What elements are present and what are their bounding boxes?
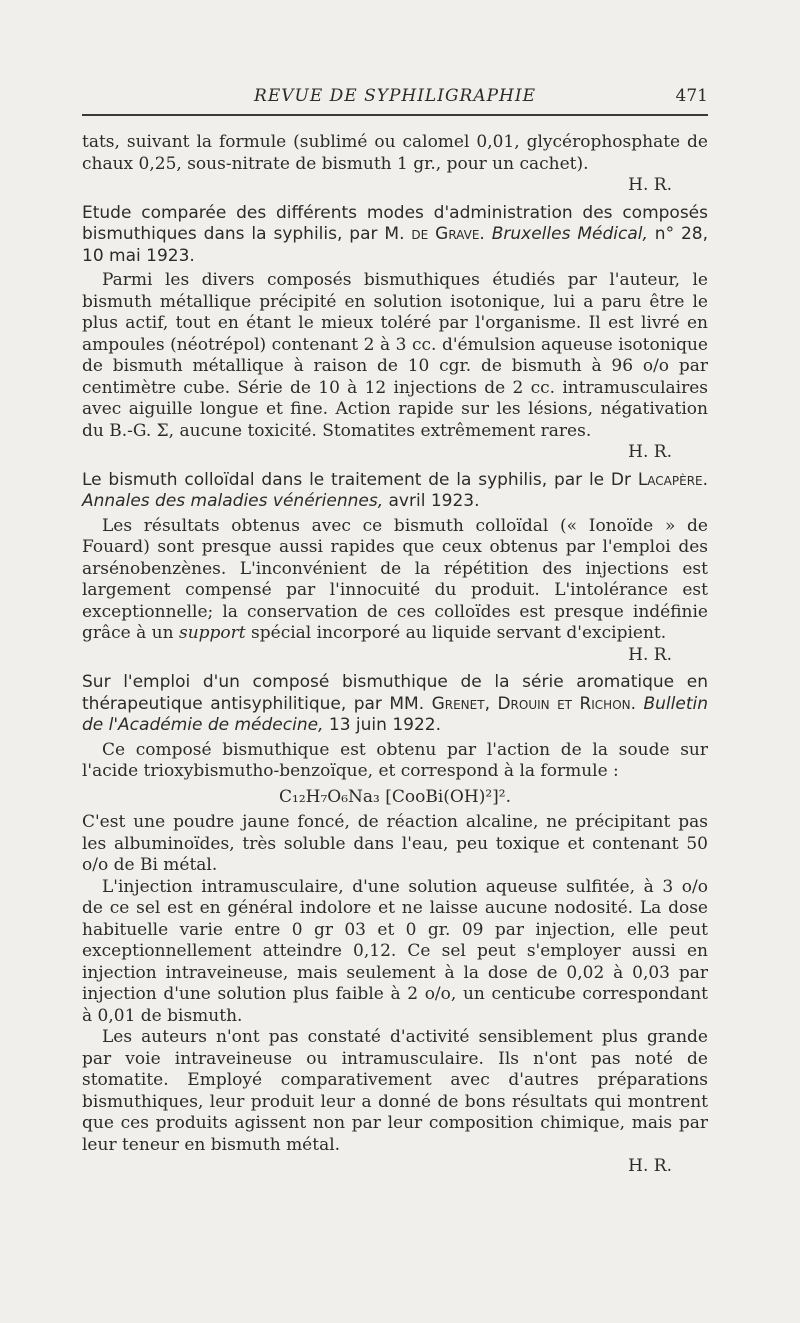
article2-heading: Le bismuth colloïdal dans le traitement de la syphilis, par le Dr Lacapère. Annales des maladies vénériennes, avril 1923. bbox=[82, 469, 709, 511]
header-rule bbox=[82, 114, 708, 116]
article2-title: Le bismuth colloïdal dans le traitement de la syphilis, bbox=[82, 469, 548, 490]
article2-paragraph: Les résultats obtenus avec ce bismuth colloïdal (« Ionoïde » de Fouard) sont presque aussi rapides que ceux obtenus par l'emploi des arsénobenzènes. L'inconvénient de la répétition des injections est largement compensé par l'innocuité du produit. L'intolérance est exceptionnelle; la conservation de ces colloïdes est presque indéfinie grâce à un support spécial incorporé au liquide servant d'excipient. bbox=[82, 515, 708, 643]
article3-paragraph-4: Les auteurs n'ont pas constaté d'activité sensiblement plus grande par voie intraveineuse ou intramusculaire. Ils n'ont pas noté de stomatite. Employé comparativement avec d'autres préparations bismuthiques, leur produit leur a donné de bons résultats qui montrent que ces produits agissent non par leur composition chimique, mais par leur teneur en bismuth métal. bbox=[82, 1027, 708, 1155]
chemical-formula: C₁₂H₇O₆Na₃ [CooBi(OH)²]². bbox=[279, 786, 511, 807]
page-number: 471 bbox=[675, 86, 708, 106]
running-title: REVUE DE SYPHILIGRAPHIE bbox=[254, 86, 536, 106]
article1-heading: Etude comparée des différents modes d'administration des composés bismuthiques dans la syphilis, par M. de Grave. Bruxelles Médical, n° 28, 10 mai 1923. bbox=[82, 202, 709, 266]
article3-journal: Bulletin de l'Académie de médecine, bbox=[82, 693, 709, 735]
article1-by: par M. bbox=[342, 224, 412, 244]
page-body bbox=[82, 132, 708, 1178]
article3-paragraph-1: Ce composé bismuthique est obtenu par l'action de la soude sur l'acide trioxybismutho-benzoïque, et correspond à la formule : bbox=[82, 739, 708, 781]
intro-signature: H. R. bbox=[628, 175, 672, 195]
article1-author: de Grave bbox=[411, 224, 480, 244]
article1-paragraph: Parmi les divers composés bismuthiques étudiés par l'auteur, le bismuth métallique précipité en solution isotonique, lui a paru être le plus actif, tout en étant le mieux toléré par l'organisme. Il est livré en ampoules (néotrépol) contenant 2 à 3 cc. d'émulsion aqueuse isotonique de bismuth métallique à raison de 10 cgr. de bismuth à 96 o/o par centimètre cube. Série de 10 à 12 injections de 2 cc. intramusculaires avec aiguille longue et fine. Action rapide sur les lésions, négativation du B.-G. Σ, aucune toxicité. Stomatites extrêmement rares. bbox=[82, 270, 708, 441]
article3-date: 13 juin 1922. bbox=[323, 715, 441, 735]
article2-signature: H. R. bbox=[628, 644, 672, 665]
article3-heading: Sur l'emploi d'un composé bismuthique de la série aromatique en thérapeutique antisyphilitique, par MM. Grenet, Drouin et Richon. Bulletin de l'Académie de médecine, 13 juin 1922. bbox=[82, 672, 709, 735]
page-header bbox=[82, 84, 708, 112]
article3-by: par MM. bbox=[346, 693, 432, 714]
article3-paragraph-3: L'injection intramusculaire, d'une solution aqueuse sulfitée, à 3 o/o de ce sel est en général indolore et ne laisse aucune nodosité. La dose habituelle varie entre 0 gr 03 et 0 gr. 09 par injection, elle peut exceptionnellement atteindre 0,12. Ce sel peut s'employer aussi en injection intraveineuse, mais seulement à la dose de 0,02 à 0,03 par injection d'une solution plus faible à 2 o/o, un centicube correspondant à 0,01 de bismuth. bbox=[82, 876, 708, 1026]
article3-signature: H. R. bbox=[628, 1156, 672, 1176]
article3-authors: Grenet, Drouin et Richon bbox=[431, 693, 631, 714]
article3-paragraph-2: C'est une poudre jaune foncé, de réaction alcaline, ne précipitant pas les albuminoïdes, très soluble dans l'eau, peu toxique et contenant 50 o/o de Bi métal. bbox=[82, 812, 708, 875]
intro-paragraph: tats, suivant la formule (sublimé ou calomel 0,01, glycérophosphate de chaux 0,25, sous-nitrate de bismuth 1 gr., pour un cachet). bbox=[82, 132, 708, 174]
article3-title: Sur l'emploi d'un composé bismuthique de la série aromatique en thérapeutique antisyphilitique, bbox=[82, 672, 708, 714]
article2-author: Lacapère bbox=[637, 469, 703, 490]
article1-title: Etude comparée des différents modes d'administration des composés bismuthiques dans la syphilis, bbox=[82, 202, 708, 244]
article1-journal: Bruxelles Médical, bbox=[491, 224, 648, 244]
article2-journal: Annales des maladies vénériennes, bbox=[82, 491, 384, 511]
article2-by: par le Dr bbox=[547, 469, 638, 490]
article1-signature: H. R. bbox=[628, 442, 672, 462]
article1-date: n° 28, 10 mai 1923. bbox=[82, 224, 709, 266]
article2-date: avril 1923. bbox=[383, 491, 480, 511]
article2-italic-word: support bbox=[178, 623, 246, 643]
